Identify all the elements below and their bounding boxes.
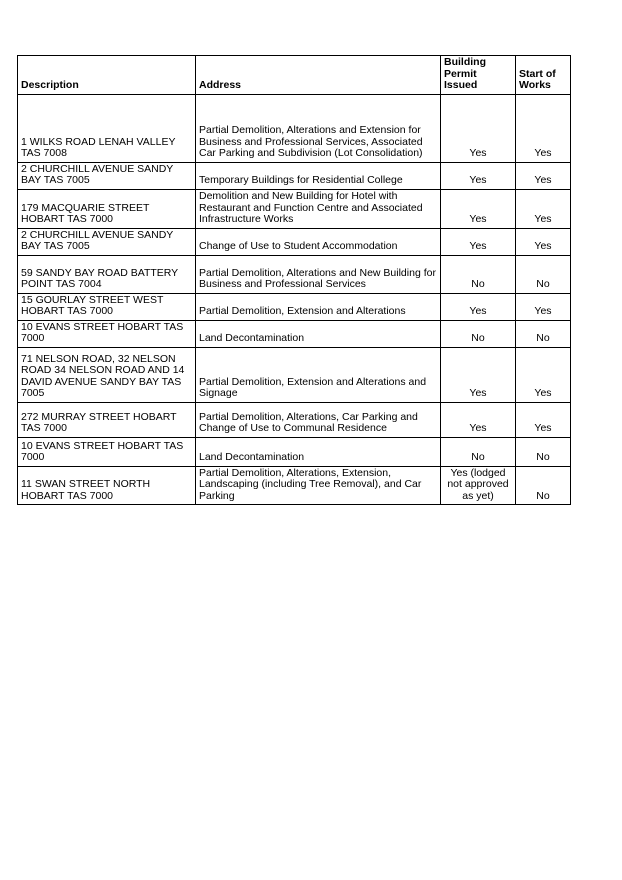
table-row xyxy=(18,437,571,466)
description-cell: 2 CHURCHILL AVENUE SANDY BAY TAS 7005 xyxy=(18,162,196,189)
building-permit-issued-cell: Yes xyxy=(441,189,516,228)
building-permit-issued-cell: Yes xyxy=(441,228,516,255)
address-cell: Land Decontamination xyxy=(196,320,441,347)
table-row xyxy=(18,320,571,347)
building-permit-issued-cell: Yes xyxy=(441,293,516,320)
description-cell: 1 WILKS ROAD LENAH VALLEY TAS 7008 xyxy=(18,94,196,162)
address-cell: Partial Demolition, Extension and Alterations and Signage xyxy=(196,347,441,402)
building-permits-table xyxy=(17,55,571,505)
table-row xyxy=(18,94,571,162)
address-cell: Partial Demolition, Alterations, Extension, Landscaping (including Tree Removal), and Car Parking xyxy=(196,466,441,505)
description-cell: 59 SANDY BAY ROAD BATTERY POINT TAS 7004 xyxy=(18,255,196,293)
table-row xyxy=(18,293,571,320)
building-permit-issued-cell: No xyxy=(441,437,516,466)
address-cell: Land Decontamination xyxy=(196,437,441,466)
start-of-works-cell: Yes xyxy=(516,347,571,402)
table-row xyxy=(18,162,571,189)
table-row xyxy=(18,228,571,255)
table-row xyxy=(18,347,571,402)
address-cell: Demolition and New Building for Hotel with Restaurant and Function Centre and Associated Infrastructure Works xyxy=(196,189,441,228)
table-row xyxy=(18,189,571,228)
building-permit-issued-cell: Yes xyxy=(441,162,516,189)
table-row xyxy=(18,255,571,293)
description-cell: 272 MURRAY STREET HOBART TAS 7000 xyxy=(18,402,196,437)
address-cell: Partial Demolition, Alterations, Car Parking and Change of Use to Communal Residence xyxy=(196,402,441,437)
table-body xyxy=(18,94,571,505)
column-header-building-permit-issued: Building Permit Issued xyxy=(441,56,516,95)
description-cell: 11 SWAN STREET NORTH HOBART TAS 7000 xyxy=(18,466,196,505)
address-cell: Partial Demolition, Extension and Alterations xyxy=(196,293,441,320)
address-cell: Temporary Buildings for Residential College xyxy=(196,162,441,189)
start-of-works-cell: No xyxy=(516,466,571,505)
building-permit-issued-cell: No xyxy=(441,255,516,293)
description-cell: 10 EVANS STREET HOBART TAS 7000 xyxy=(18,320,196,347)
start-of-works-cell: Yes xyxy=(516,162,571,189)
table-header xyxy=(18,56,571,95)
start-of-works-cell: No xyxy=(516,255,571,293)
building-permit-issued-cell: Yes xyxy=(441,347,516,402)
header-row xyxy=(18,56,571,95)
start-of-works-cell: Yes xyxy=(516,293,571,320)
description-cell: 10 EVANS STREET HOBART TAS 7000 xyxy=(18,437,196,466)
description-cell: 2 CHURCHILL AVENUE SANDY BAY TAS 7005 xyxy=(18,228,196,255)
start-of-works-cell: Yes xyxy=(516,228,571,255)
description-cell: 15 GOURLAY STREET WEST HOBART TAS 7000 xyxy=(18,293,196,320)
start-of-works-cell: Yes xyxy=(516,94,571,162)
column-header-start-of-works: Start of Works xyxy=(516,56,571,95)
building-permit-issued-cell: Yes xyxy=(441,94,516,162)
building-permit-issued-cell: Yes xyxy=(441,402,516,437)
address-cell: Change of Use to Student Accommodation xyxy=(196,228,441,255)
table-row xyxy=(18,466,571,505)
table-row xyxy=(18,402,571,437)
description-cell: 179 MACQUARIE STREET HOBART TAS 7000 xyxy=(18,189,196,228)
start-of-works-cell: Yes xyxy=(516,402,571,437)
building-permit-issued-cell: Yes (lodged not approved as yet) xyxy=(441,466,516,505)
start-of-works-cell: Yes xyxy=(516,189,571,228)
start-of-works-cell: No xyxy=(516,320,571,347)
column-header-address: Address xyxy=(196,56,441,95)
description-cell: 71 NELSON ROAD, 32 NELSON ROAD 34 NELSON ROAD AND 14 DAVID AVENUE SANDY BAY TAS 7005 xyxy=(18,347,196,402)
start-of-works-cell: No xyxy=(516,437,571,466)
building-permit-issued-cell: No xyxy=(441,320,516,347)
address-cell: Partial Demolition, Alterations and New Building for Business and Professional Services xyxy=(196,255,441,293)
address-cell: Partial Demolition, Alterations and Extension for Business and Professional Services, Associated Car Parking and Subdivision (Lot Consolidation) xyxy=(196,94,441,162)
column-header-description: Description xyxy=(18,56,196,95)
